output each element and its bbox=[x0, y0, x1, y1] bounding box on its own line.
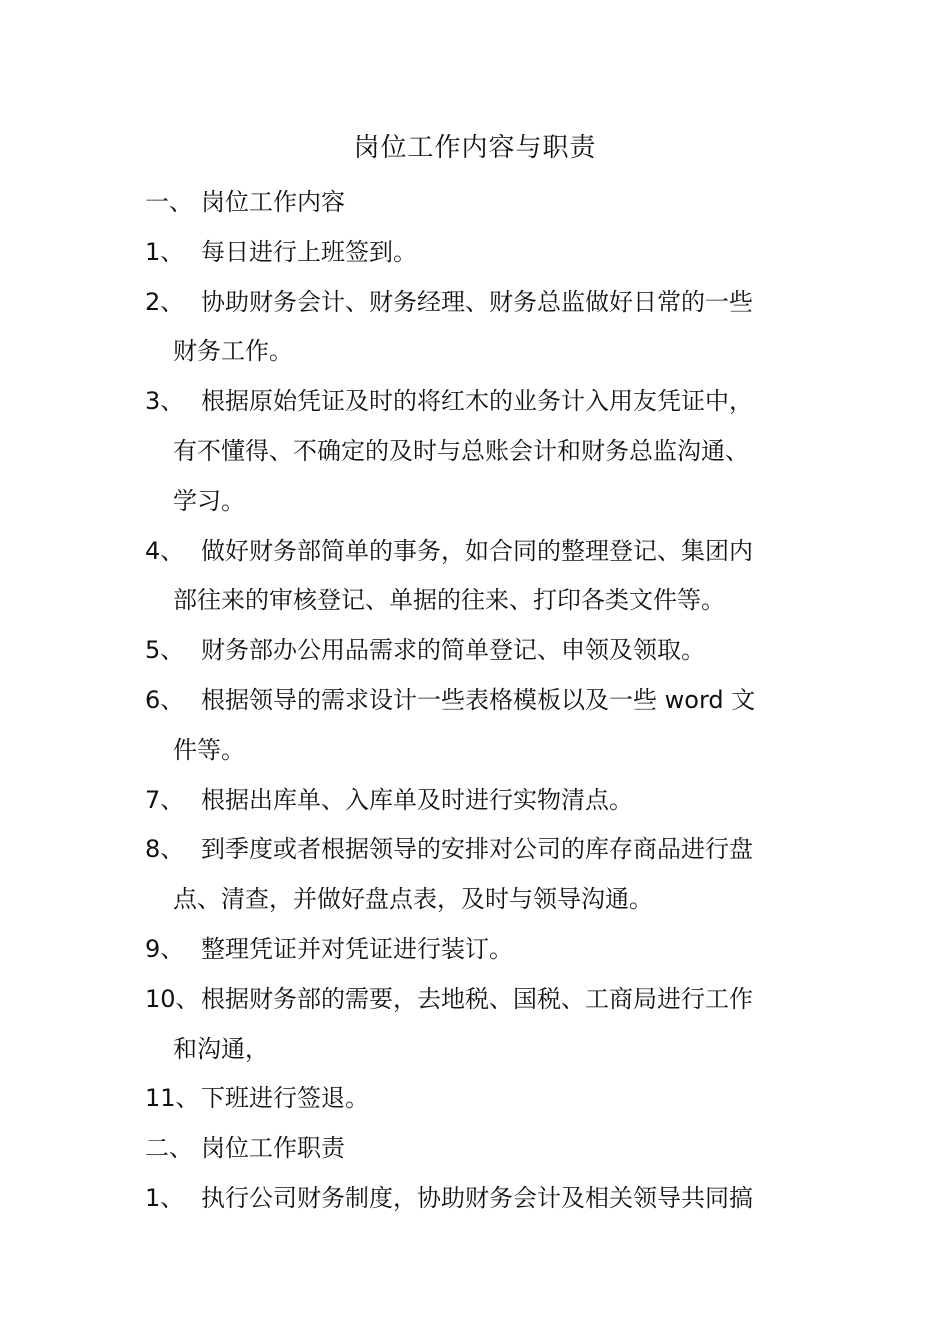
list-item-number: 1、 bbox=[145, 1183, 185, 1212]
document-body bbox=[145, 178, 795, 1224]
list-item-number: 8、 bbox=[145, 835, 185, 864]
list-item-text: 点、清查，并做好盘点表，及时与领导沟通。 bbox=[173, 885, 653, 914]
section-heading-text: 岗位工作职责 bbox=[201, 1134, 345, 1163]
list-item-continuation bbox=[145, 726, 795, 776]
list-item-text: 根据出库单、入库单及时进行实物清点。 bbox=[201, 785, 633, 814]
list-item bbox=[145, 776, 795, 826]
section-heading-text: 岗位工作内容 bbox=[201, 188, 345, 216]
list-item-text: 每日进行上班签到。 bbox=[201, 237, 417, 266]
section-number: 一、 bbox=[145, 188, 193, 216]
list-item-text: 和沟通， bbox=[173, 1034, 269, 1063]
list-item-number: 7、 bbox=[145, 785, 185, 814]
list-item-number: 11、 bbox=[145, 1084, 200, 1113]
list-item bbox=[145, 825, 795, 875]
list-item-number: 6、 bbox=[145, 685, 185, 714]
list-item-text: 根据原始凭证及时的将红木的业务计入用友凭证中， bbox=[201, 387, 753, 416]
list-item-number: 1、 bbox=[145, 237, 185, 266]
list-item bbox=[145, 925, 795, 975]
list-item-number: 5、 bbox=[145, 636, 185, 665]
list-item-text: 根据领导的需求设计一些表格模板以及一些 word 文 bbox=[201, 685, 756, 714]
list-item-continuation bbox=[145, 327, 795, 377]
list-item bbox=[145, 626, 795, 676]
list-item-text: 协助财务会计、财务经理、财务总监做好日常的一些 bbox=[201, 287, 753, 316]
list-item-text: 件等。 bbox=[173, 735, 245, 764]
list-item bbox=[145, 1074, 795, 1124]
list-item-text: 整理凭证并对凭证进行装订。 bbox=[201, 934, 513, 963]
document-title: 岗位工作内容与职责 bbox=[353, 133, 597, 163]
list-item bbox=[145, 228, 795, 278]
list-item-continuation bbox=[145, 576, 795, 626]
list-item-continuation bbox=[145, 427, 795, 477]
list-item-continuation bbox=[145, 875, 795, 925]
list-item bbox=[145, 278, 795, 328]
section-heading bbox=[145, 1124, 795, 1174]
list-item bbox=[145, 527, 795, 577]
list-item-number: 2、 bbox=[145, 287, 185, 316]
list-item bbox=[145, 377, 795, 427]
list-item-number: 9、 bbox=[145, 934, 185, 963]
list-item bbox=[145, 676, 795, 726]
list-item-text: 财务部办公用品需求的简单登记、申领及领取。 bbox=[201, 636, 705, 665]
list-item-text: 做好财务部简单的事务，如合同的整理登记、集团内 bbox=[201, 536, 753, 565]
list-item-text: 根据财务部的需要，去地税、国税、工商局进行工作 bbox=[201, 984, 753, 1013]
list-item-text: 下班进行签退。 bbox=[201, 1084, 369, 1113]
list-item-number: 10、 bbox=[145, 984, 200, 1013]
list-item-text: 执行公司财务制度，协助财务会计及相关领导共同搞 bbox=[201, 1183, 753, 1212]
list-item-number: 4、 bbox=[145, 536, 185, 565]
list-item-text: 学习。 bbox=[173, 486, 245, 515]
list-item-text: 有不懂得、不确定的及时与总账会计和财务总监沟通、 bbox=[173, 436, 749, 465]
list-item-text: 部往来的审核登记、单据的往来、打印各类文件等。 bbox=[173, 586, 725, 615]
section-heading bbox=[145, 178, 795, 228]
list-item-continuation bbox=[145, 477, 795, 527]
list-item bbox=[145, 1174, 795, 1224]
list-item bbox=[145, 975, 795, 1025]
list-item-continuation bbox=[145, 1025, 795, 1075]
section-number: 二、 bbox=[145, 1134, 193, 1163]
list-item-text: 财务工作。 bbox=[173, 337, 293, 366]
list-item-number: 3、 bbox=[145, 387, 185, 416]
list-item-text: 到季度或者根据领导的安排对公司的库存商品进行盘 bbox=[201, 835, 753, 864]
